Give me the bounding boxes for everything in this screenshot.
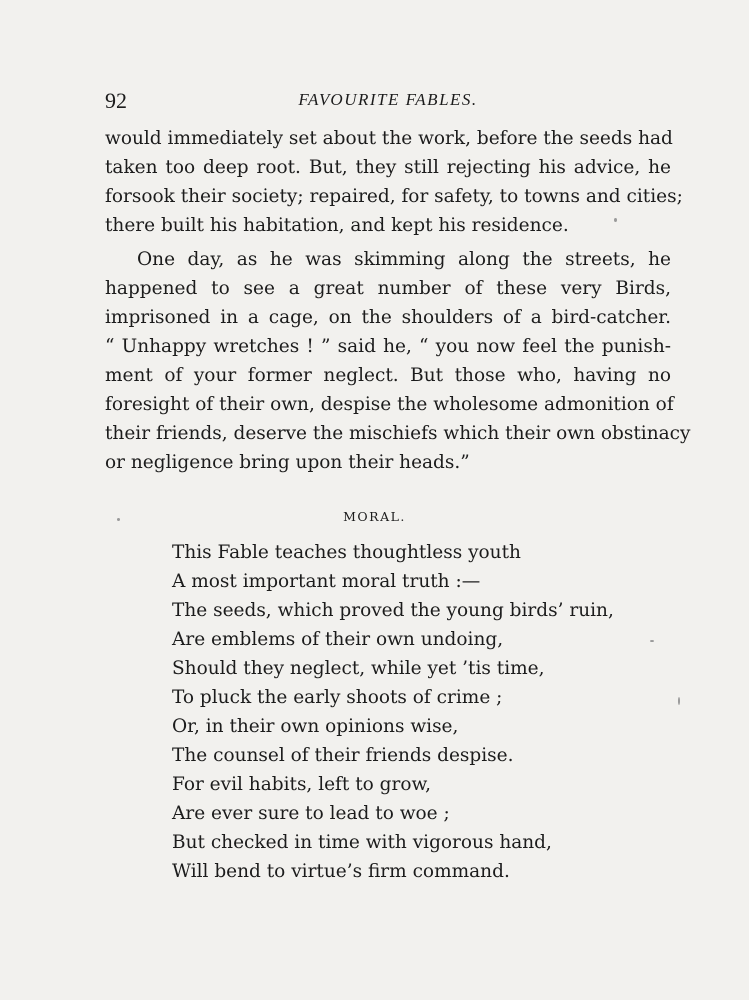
verse-line: The seeds, which proved the young birds’ ruin, xyxy=(172,600,614,621)
verse-line: Are ever sure to lead to woe ; xyxy=(172,803,450,824)
prose-line: foresight of their own, despise the wholesome admonition of xyxy=(105,394,674,415)
verse-line: To pluck the early shoots of crime ; xyxy=(172,687,503,708)
prose-line: taken too deep root. But, they still rejecting his advice, he xyxy=(105,157,671,178)
running-head xyxy=(105,88,671,118)
prose-line: “ Unhappy wretches ! ” said he, “ you now feel the punish- xyxy=(105,336,671,357)
print-speck xyxy=(650,640,654,642)
moral-heading: MORAL. xyxy=(343,509,406,524)
verse-line: A most important moral truth :— xyxy=(172,571,481,592)
prose-line: happened to see a great number of these very Birds, xyxy=(105,278,671,299)
moral-verse xyxy=(172,538,652,886)
verse-line: This Fable teaches thoughtless youth xyxy=(172,542,521,563)
verse-line: Will bend to virtue’s firm command. xyxy=(172,861,510,882)
verse-line: Or, in their own opinions wise, xyxy=(172,716,459,737)
print-speck xyxy=(117,518,120,521)
verse-line: Should they neglect, while yet ’tis time, xyxy=(172,658,545,679)
verse-line: The counsel of their friends despise. xyxy=(172,745,514,766)
print-speck xyxy=(614,218,617,222)
prose-line: would immediately set about the work, before the seeds had xyxy=(105,128,673,149)
print-speck xyxy=(678,697,680,705)
prose-line: forsook their society; repaired, for safety, to towns and cities; xyxy=(105,186,683,207)
verse-line: For evil habits, left to grow, xyxy=(172,774,432,795)
prose-line: there built his habitation, and kept his residence. xyxy=(105,215,569,236)
page-number: 92 xyxy=(105,88,127,113)
prose-line: ment of your former neglect. But those who, having no xyxy=(105,365,671,386)
running-title: FAVOURITE FABLES. xyxy=(298,90,478,109)
verse-line: Are emblems of their own undoing, xyxy=(172,629,504,650)
prose-line: their friends, deserve the mischiefs which their own obstinacy xyxy=(105,423,691,444)
prose-line: or negligence bring upon their heads.” xyxy=(105,452,470,473)
prose-line: One day, as he was skimming along the streets, he xyxy=(137,249,671,270)
verse-line: But checked in time with vigorous hand, xyxy=(172,832,552,853)
prose-line: imprisoned in a cage, on the shoulders of a bird-catcher. xyxy=(105,307,671,328)
prose-body xyxy=(105,124,691,477)
